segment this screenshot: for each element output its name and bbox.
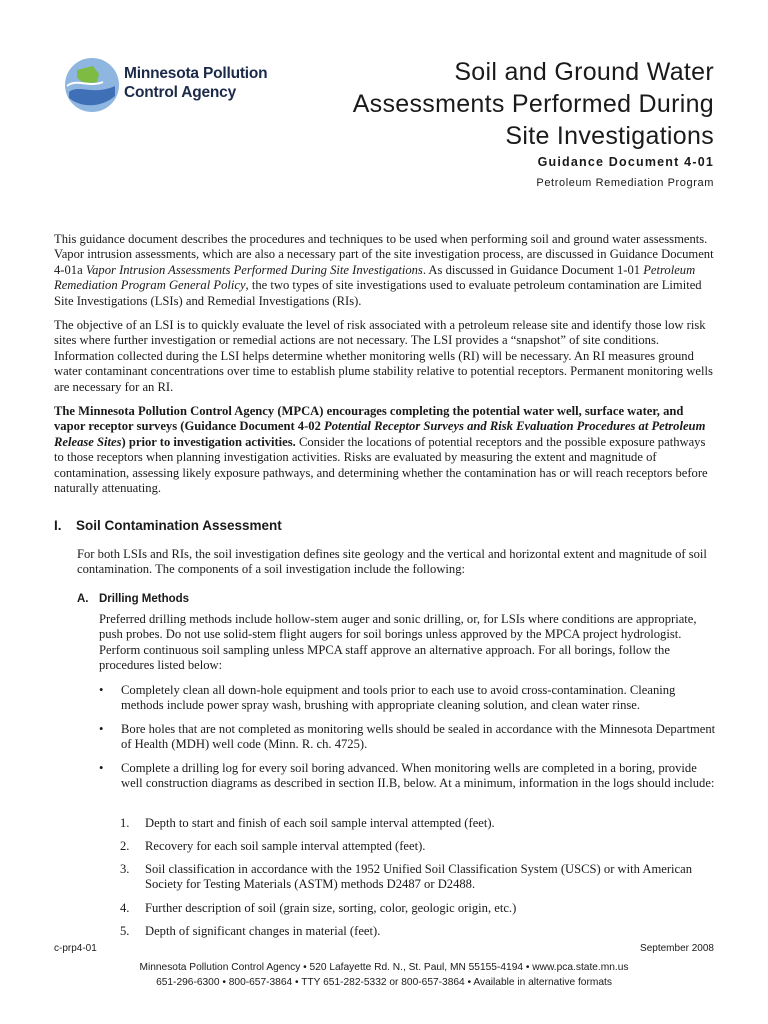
drilling-methods-paragraph: Preferred drilling methods include hollow-stem auger and sonic drilling, or, for LSIs where conditions are appropriate, push probes. Do not use solid-stem flight augers for soil borings unless approved by the MPCA project hydrologist. Perform continuous soil sampling unless MPCA staff approve an alternative approach. For all borings, follow the procedures listed below: <box>99 612 697 673</box>
item-text: Depth of significant changes in material (feet). <box>145 924 381 938</box>
document-title <box>294 56 714 152</box>
item-number: 4. <box>120 901 130 915</box>
intro-paragraph-1 <box>54 232 714 309</box>
logo-line-2: Control Agency <box>124 84 237 101</box>
footer-document-id: c-prp4-01 <box>54 943 97 954</box>
section-title: Soil Contamination Assessment <box>76 518 282 533</box>
footer-contact-numbers: 651-296-6300 • 800-657-3864 • TTY 651-282-5332 or 800-657-3864 • Available in alternative formats <box>156 977 612 988</box>
guidance-document-number: Guidance Document 4-01 <box>537 155 714 169</box>
title-line-1: Soil and Ground Water <box>454 58 714 86</box>
subsection-heading-drilling-methods <box>77 593 189 605</box>
footer-date: September 2008 <box>640 943 714 954</box>
logo-line-1: Minnesota Pollution <box>124 65 268 82</box>
item-number: 2. <box>120 839 130 853</box>
p3-receptor-surveys-doc-title: Potential Receptor Surveys and Risk Evaluation Procedures at Petroleum Release Sites <box>54 419 706 449</box>
program-name: Petroleum Remediation Program <box>536 177 714 189</box>
title-line-2: Assessments Performed During <box>352 90 714 118</box>
section-intro-paragraph: For both LSIs and RIs, the soil investigation defines site geology and the vertical and horizontal extent and magnitude of soil contamination. The components of a soil investigation include the following: <box>77 547 707 577</box>
mpca-logo <box>63 56 283 114</box>
item-text: Depth to start and finish of each soil sample interval attempted (feet). <box>145 816 495 830</box>
mpca-logo-mark <box>63 56 121 114</box>
section-number: I. <box>54 518 62 533</box>
p1-vapor-intrusion-doc-title: Vapor Intrusion Assessments Performed During Site Investigations <box>85 262 423 277</box>
p1-text-c: . As discussed in Guidance Document 1-01 <box>422 262 644 277</box>
item-number: 5. <box>120 924 130 938</box>
bullet-text: Completely clean all down-hole equipment and tools prior to each use to avoid cross-contamination. Cleaning methods include power spray wash, brushing with appropriate cleaning solution, and clean water rinse. <box>121 683 676 713</box>
p1-text-a: This guidance document describes the procedures and techniques to be used when performing soil and ground water assessments. Vapor intrusion assessments, which are also a necessary part of the site investigation process, are discussed in Guidance Document 4-01a <box>54 232 714 277</box>
p1-text-e: , the two types of site investigations used to evaluate petroleum contamination are Limited Site Investigations (LSIs) and Remedial Investigations (RIs). <box>54 278 702 308</box>
bullet-icon: • <box>99 722 104 736</box>
bullet-icon: • <box>99 761 104 775</box>
intro-paragraph-2: The objective of an LSI is to quickly evaluate the level of risk associated with a petroleum release site and identify those low risk sites where further investigation or remedial actions are not necessary. The LSI provides a “snapshot” of site conditions. Information collected during the LSI helps determine whether monitoring wells (RI) will be necessary. An RI measures ground water contaminant concentrations over time to establish plume stability relative to potential receptors. Permanent monitoring wells are necessary for an RI. <box>54 318 713 394</box>
item-text: Soil classification in accordance with the 1952 Unified Soil Classification System (USCS) or with American Society for Testing Materials (ASTM) methods D2487 or D2488. <box>145 862 693 892</box>
p3-text-rest: Consider the locations of potential receptors and the possible exposure pathways to those receptors when planning investigation activities. Risks are evaluated by measuring the extent and magnitude of contamination, assessing likely exposure pathways, and determining whether the contamination has or will reach receptors before naturally attenuating. <box>54 434 708 496</box>
item-number: 1. <box>120 816 130 830</box>
logo-wordmark <box>124 64 267 102</box>
section-heading-soil-contamination <box>54 518 282 533</box>
p3-bold-text-a: The Minnesota Pollution Control Agency (MPCA) encourages completing the potential water well, surface water, and vapor receptor surveys (Guidance Document 4-02 <box>54 404 684 434</box>
title-line-3: Site Investigations <box>505 122 714 150</box>
subsection-letter: A. <box>77 593 89 605</box>
intro-paragraph-3 <box>54 404 714 496</box>
item-text: Further description of soil (grain size, sorting, color, geologic origin, etc.) <box>145 901 517 915</box>
bullet-text: Bore holes that are not completed as monitoring wells should be sealed in accordance with the Minnesota Department of Health (MDH) well code (Minn. R. ch. 4725). <box>121 722 716 752</box>
p3-bold-text-b: ) prior to investigation activities. <box>121 434 296 449</box>
bullet-text: Complete a drilling log for every soil boring advanced. When monitoring wells are completed in a boring, provide well construction diagrams as described in section II.B, below. At a minimum, information in the logs should include: <box>121 761 715 791</box>
subsection-title: Drilling Methods <box>99 593 190 605</box>
item-number: 3. <box>120 862 130 876</box>
item-text: Recovery for each soil sample interval attempted (feet). <box>145 839 426 853</box>
bullet-icon: • <box>99 683 104 697</box>
p1-general-policy-doc-title: Petroleum Remediation Program General Policy <box>54 262 696 293</box>
footer-agency-address: Minnesota Pollution Control Agency • 520 Lafayette Rd. N., St. Paul, MN 55155-4194 • www.pca.state.mn.us <box>139 962 629 973</box>
